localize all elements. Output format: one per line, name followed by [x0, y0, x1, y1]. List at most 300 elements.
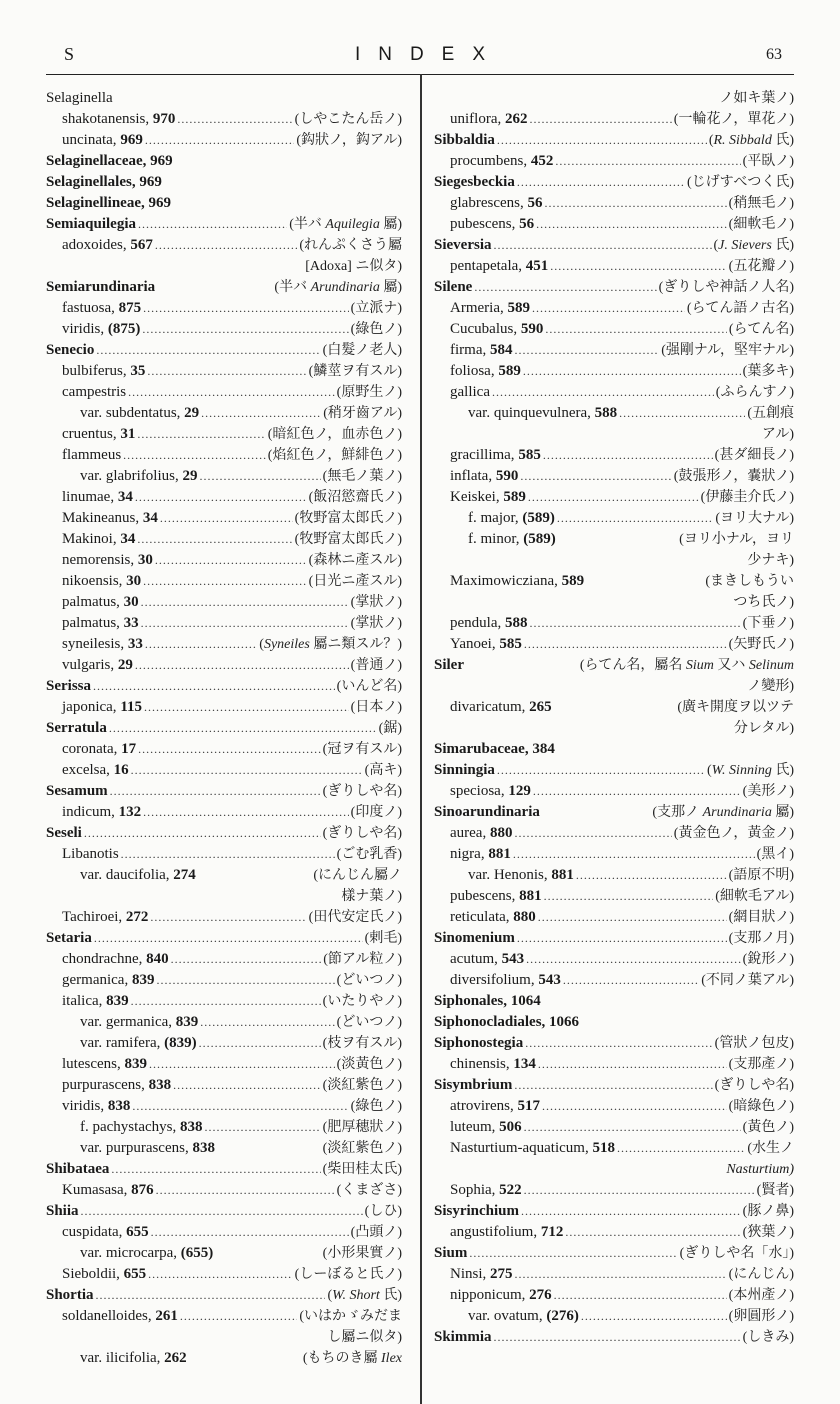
dot-leader — [517, 928, 727, 949]
index-species-entry — [46, 571, 402, 592]
dot-leader — [96, 1285, 326, 1306]
entry-name: germanica, 839 — [62, 972, 155, 988]
entry-page-number: 129 — [508, 783, 531, 799]
index-species-entry — [434, 907, 794, 928]
entry-name: var. ilicifolia, 262 — [80, 1350, 187, 1366]
entry-page-number: 969 — [148, 195, 171, 211]
index-genus-entry — [46, 676, 402, 697]
entry-etymology: (いたりやノ) — [322, 994, 402, 1009]
index-species-entry — [434, 109, 794, 130]
index-genus-entry — [46, 172, 402, 193]
entry-page-number: 585 — [499, 636, 522, 652]
index-genus-entry — [46, 340, 402, 361]
index-species-entry — [46, 1117, 402, 1138]
dot-leader — [155, 235, 298, 256]
dot-leader — [536, 214, 727, 235]
entry-etymology: (ぎりしや神話ノ人名) — [658, 280, 794, 295]
entry-etymology: (ぎりしや名) — [322, 826, 402, 841]
entry-etymology: (半バ Aquilegia 屬) — [289, 217, 402, 232]
dot-leader — [145, 634, 257, 655]
entry-page-number: 876 — [131, 1182, 154, 1198]
entry-etymology: (狹葉ノ) — [742, 1225, 794, 1240]
entry-name: firma, 584 — [450, 342, 513, 358]
dot-leader — [156, 1180, 335, 1201]
entry-etymology: (綠色ノ) — [350, 1099, 402, 1114]
index-species-entry — [46, 319, 402, 340]
entry-etymology: (原野生ノ) — [336, 385, 402, 400]
dot-leader — [543, 445, 713, 466]
entry-name: luteum, 506 — [450, 1119, 522, 1135]
entry-etymology: (細軟毛ノ) — [728, 217, 794, 232]
entry-etymology: (田代安定氏ノ) — [308, 910, 402, 925]
entry-page-number: 522 — [499, 1182, 522, 1198]
index-species-entry — [46, 1348, 402, 1369]
dot-leader — [84, 823, 321, 844]
entry-etymology: (J. Sievers 氏) — [713, 238, 794, 253]
index-species-entry — [46, 466, 402, 487]
entry-page-number: 585 — [518, 447, 541, 463]
entry-name: Selaginella — [46, 90, 113, 106]
entry-etymology: (語原不明) — [728, 868, 794, 883]
index-species-entry — [46, 634, 402, 655]
entry-page-number: 34 — [117, 489, 133, 505]
dot-leader — [135, 655, 349, 676]
page-number: 63 — [766, 46, 782, 63]
entry-etymology: (葉多キ) — [742, 364, 794, 379]
dot-leader — [149, 1054, 335, 1075]
entry-name: acutum, 543 — [450, 951, 525, 967]
dot-leader — [524, 1117, 741, 1138]
entry-name: Skimmia — [434, 1329, 492, 1345]
entry-name: shakotanensis, 970 — [62, 111, 176, 127]
entry-name: speciosa, 129 — [450, 783, 531, 799]
entry-page-number: 838 — [179, 1119, 203, 1135]
index-genus-entry — [434, 928, 794, 949]
index-species-entry — [46, 235, 402, 256]
entry-name: nikoensis, 30 — [62, 573, 142, 589]
index-species-entry — [46, 613, 402, 634]
entry-name: Sisyrinchium — [434, 1203, 520, 1219]
entry-name: var. purpurascens, 838 — [80, 1140, 215, 1156]
index-species-entry — [434, 403, 794, 424]
entry-etymology: (日光ニ產スル) — [308, 574, 402, 589]
dot-leader — [145, 130, 295, 151]
index-genus-entry — [46, 928, 402, 949]
dot-leader — [201, 403, 321, 424]
entry-etymology: (本州產ノ) — [728, 1288, 794, 1303]
entry-etymology: (一輪花ノ，單花ノ) — [673, 112, 794, 127]
index-genus-entry — [46, 718, 402, 739]
entry-etymology: (强剛ナル，堅牢ナル) — [661, 343, 794, 358]
index-species-entry — [46, 655, 402, 676]
dot-leader — [150, 907, 306, 928]
entry-page-number: 30 — [123, 594, 139, 610]
entry-page-number: 880 — [513, 909, 536, 925]
entry-name: Makineanus, 34 — [62, 510, 158, 526]
dot-leader — [96, 340, 320, 361]
entry-page-number: 262 — [504, 111, 528, 127]
entry-name: pubescens, 56 — [450, 216, 535, 232]
entry-etymology: (伊藤圭介氏ノ) — [700, 490, 794, 505]
dot-leader — [529, 613, 740, 634]
entry-name: Simarubaceae, 384 — [434, 741, 555, 757]
entry-etymology: (暗綠色ノ) — [728, 1099, 794, 1114]
index-species-entry — [434, 697, 794, 718]
entry-etymology: (黃色ノ) — [742, 1120, 794, 1135]
entry-page-number: (276) — [546, 1308, 579, 1324]
index-species-entry — [46, 970, 402, 991]
dot-leader — [538, 907, 727, 928]
dot-leader — [554, 1285, 727, 1306]
entry-page-number: 506 — [499, 1119, 522, 1135]
entry-page-number: 262 — [164, 1350, 187, 1366]
index-genus-entry — [434, 655, 794, 676]
entry-etymology: (矢野氏ノ) — [728, 637, 794, 652]
entry-etymology: (掌狀ノ) — [350, 595, 402, 610]
entry-name: Siler — [434, 657, 464, 673]
entry-page-number: 275 — [490, 1266, 513, 1282]
index-genus-entry — [46, 193, 402, 214]
dot-leader — [517, 172, 685, 193]
dot-leader — [177, 109, 292, 130]
dot-leader — [524, 1180, 755, 1201]
dot-leader — [200, 1012, 334, 1033]
dot-leader — [110, 781, 321, 802]
index-species-entry — [46, 739, 402, 760]
index-genus-entry — [434, 1012, 794, 1033]
index-species-entry — [434, 1117, 794, 1138]
dot-leader — [513, 844, 755, 865]
index-genus-entry — [46, 823, 402, 844]
entry-page-number: (589) — [522, 510, 555, 526]
entry-name: Tachiroei, 272 — [62, 909, 149, 925]
dot-leader — [180, 1306, 298, 1327]
index-species-entry — [434, 1222, 794, 1243]
entry-page-number: 451 — [525, 258, 549, 274]
index-species-entry — [46, 1096, 402, 1117]
index-genus-entry — [46, 277, 402, 298]
index-species-entry — [434, 781, 794, 802]
dot-leader — [474, 277, 656, 298]
dot-leader — [619, 403, 745, 424]
entry-page-number: 969 — [139, 174, 162, 190]
entry-etymology: (稍無毛ノ) — [728, 196, 794, 211]
entry-etymology: (剌毛) — [364, 931, 402, 946]
index-species-entry — [46, 907, 402, 928]
index-species-entry — [46, 1075, 402, 1096]
section-letter: S — [64, 44, 75, 64]
entry-etymology: (掌狀ノ) — [350, 616, 402, 631]
dot-leader — [520, 466, 671, 487]
page-header — [46, 40, 794, 75]
entry-etymology: (牧野富太郎氏ノ) — [294, 532, 402, 547]
entry-name: Sieversia — [434, 237, 492, 253]
index-species-entry — [434, 382, 794, 403]
index-species-entry — [46, 109, 402, 130]
entry-etymology: (淡紅紫色ノ) — [322, 1141, 402, 1156]
entry-name: Sinoarundinaria — [434, 804, 540, 820]
entry-page-number: 880 — [489, 825, 513, 841]
index-species-entry — [434, 1096, 794, 1117]
dot-leader — [494, 235, 712, 256]
entry-etymology: (卵圓形ノ) — [728, 1309, 794, 1324]
index-column-right — [434, 88, 794, 1348]
dot-leader — [544, 886, 714, 907]
index-species-entry — [46, 1138, 402, 1159]
index-species-entry — [434, 844, 794, 865]
entry-page-number: 838 — [107, 1098, 131, 1114]
index-genus-entry — [46, 88, 402, 109]
index-species-entry — [46, 529, 402, 550]
entry-page-number: 56 — [519, 216, 535, 232]
dot-leader — [93, 676, 335, 697]
entry-name: italica, 839 — [62, 993, 129, 1009]
entry-page-number: 840 — [146, 951, 169, 967]
entry-etymology: (鈎狀ノ，鈎アル) — [296, 133, 402, 148]
entry-name: atrovirens, 517 — [450, 1098, 540, 1114]
entry-etymology: (しやこたん岳ノ) — [294, 112, 402, 127]
entry-etymology: (ふらんすノ) — [715, 385, 794, 400]
entry-etymology: (れんぷくさう屬 — [299, 238, 402, 253]
entry-name: glabrescens, 56 — [450, 195, 543, 211]
dot-leader — [617, 1138, 745, 1159]
dot-leader — [469, 1243, 677, 1264]
index-species-entry — [46, 1264, 402, 1285]
entry-page-number: 712 — [540, 1224, 564, 1240]
dot-leader — [497, 130, 707, 151]
entry-name: coronata, 17 — [62, 741, 137, 757]
index-genus-entry — [46, 1159, 402, 1180]
entry-etymology: (支那ノ Arundinaria 屬) — [652, 805, 794, 820]
entry-page-number: 265 — [529, 699, 552, 715]
index-species-entry — [46, 298, 402, 319]
dot-leader — [521, 1201, 741, 1222]
entry-etymology: (牧野富太郎氏ノ) — [294, 511, 402, 526]
index-genus-entry — [434, 235, 794, 256]
entry-name: Shortia — [46, 1287, 94, 1303]
entry-name: Serratula — [46, 720, 107, 736]
index-species-entry — [434, 508, 794, 529]
index-species-entry — [434, 613, 794, 634]
index-genus-entry — [434, 739, 794, 760]
entry-etymology: (不同ノ葉アル) — [701, 973, 794, 988]
entry-continuation: Nasturtium) — [726, 1162, 794, 1177]
entry-etymology: (にんじん) — [728, 1267, 794, 1282]
dot-leader — [555, 151, 740, 172]
entry-name: Shiia — [46, 1203, 79, 1219]
entry-etymology: (黑イ) — [756, 847, 794, 862]
entry-continuation: 分レタル) — [733, 721, 794, 736]
entry-continuation: 少ナキ) — [747, 553, 794, 568]
index-species-entry — [434, 529, 794, 550]
entry-name: Sieboldii, 655 — [62, 1266, 147, 1282]
dot-leader — [131, 760, 363, 781]
entry-page-number: (589) — [523, 531, 556, 547]
page-title: INDEX — [354, 44, 504, 65]
entry-name: reticulata, 880 — [450, 909, 536, 925]
entry-etymology: (稍牙齒アル) — [323, 406, 402, 421]
entry-name: flammeus — [62, 447, 122, 463]
entry-etymology: (下垂ノ) — [742, 616, 794, 631]
index-species-entry — [46, 865, 402, 886]
index-genus-entry — [434, 277, 794, 298]
index-species-entry — [434, 466, 794, 487]
dot-leader — [581, 1306, 727, 1327]
entry-page-number: 30 — [137, 552, 153, 568]
index-species-entry — [434, 823, 794, 844]
index-species-entry — [46, 592, 402, 613]
entry-name: divaricatum, 265 — [450, 699, 552, 715]
dot-leader — [160, 508, 293, 529]
entry-etymology: (無毛ノ葉ノ) — [322, 469, 402, 484]
entry-page-number: 34 — [120, 531, 136, 547]
entry-name: Selaginellales, 969 — [46, 174, 162, 190]
entry-etymology: (網目狀ノ) — [728, 910, 794, 925]
entry-etymology: (W. Sinning 氏) — [707, 763, 794, 778]
dot-leader — [137, 424, 265, 445]
entry-name: Selaginellineae, 969 — [46, 195, 171, 211]
index-species-entry — [46, 1306, 402, 1327]
entry-etymology: (管狀ノ包皮) — [714, 1036, 794, 1051]
dot-leader — [137, 529, 292, 550]
entry-page-number: 30 — [126, 573, 142, 589]
entry-etymology: (節アル粒ノ) — [323, 952, 402, 967]
index-species-entry — [434, 319, 794, 340]
dot-leader — [155, 550, 307, 571]
entry-etymology: (綠色ノ) — [350, 322, 402, 337]
dot-leader — [141, 592, 349, 613]
entry-page-number: 589 — [498, 363, 521, 379]
entry-page-number: 543 — [501, 951, 525, 967]
entry-page-number: 35 — [130, 363, 146, 379]
dot-leader — [545, 319, 726, 340]
entry-name: Kumasasa, 876 — [62, 1182, 154, 1198]
entry-name: Siphonales, 1064 — [434, 993, 541, 1009]
index-species-entry — [46, 1012, 402, 1033]
index-species-entry — [46, 1243, 402, 1264]
dot-leader — [550, 256, 726, 277]
index-species-entry — [46, 760, 402, 781]
entry-name: Sibbaldia — [434, 132, 495, 148]
index-species-entry — [434, 1138, 794, 1159]
entry-etymology: (甚ダ細長ノ) — [714, 448, 794, 463]
entry-name: Seseli — [46, 825, 82, 841]
entry-name: f. minor, (589) — [468, 531, 556, 547]
entry-name: chinensis, 134 — [450, 1056, 536, 1072]
dot-leader — [156, 970, 334, 991]
entry-page-number: (655) — [180, 1245, 214, 1261]
entry-name: linumae, 34 — [62, 489, 133, 505]
entry-name: var. ovatum, (276) — [468, 1308, 579, 1324]
dot-leader — [199, 1033, 321, 1054]
entry-etymology: (肥厚穗狀ノ) — [322, 1120, 402, 1135]
index-species-entry — [434, 886, 794, 907]
entry-etymology: (飯沼慾齋氏ノ) — [308, 490, 402, 505]
index-species-entry — [434, 361, 794, 382]
entry-etymology: (ぎりしや名) — [322, 784, 402, 799]
entry-page-number: 838 — [192, 1140, 215, 1156]
dot-leader — [514, 340, 659, 361]
index-species-entry — [46, 487, 402, 508]
entry-page-number: 588 — [504, 615, 528, 631]
entry-etymology: (冠ヲ有スル) — [322, 742, 402, 757]
entry-name: Sisymbrium — [434, 1077, 513, 1093]
entry-name: fastuosa, 875 — [62, 300, 142, 316]
index-species-entry — [434, 1180, 794, 1201]
entry-etymology: (じげすべつく氏) — [686, 175, 794, 190]
dot-leader — [135, 487, 307, 508]
entry-name: var. daucifolia, 274 — [80, 867, 196, 883]
index-genus-entry — [434, 1033, 794, 1054]
dot-leader — [128, 382, 335, 403]
entry-page-number: 881 — [519, 888, 542, 904]
entry-etymology: (銳形ノ) — [742, 952, 794, 967]
dot-leader — [525, 1033, 712, 1054]
entry-continuation: ノ變形) — [747, 679, 794, 694]
entry-page-number: 969 — [120, 132, 143, 148]
entry-name: viridis, 838 — [62, 1098, 131, 1114]
index-species-entry — [434, 634, 794, 655]
entry-etymology: (黃金色ノ，黃金ノ) — [673, 826, 794, 841]
index-species-entry — [434, 970, 794, 991]
entry-etymology: (豚ノ鼻) — [742, 1204, 794, 1219]
entry-name: palmatus, 30 — [62, 594, 139, 610]
entry-etymology: (どいつノ) — [336, 973, 402, 988]
entry-etymology: (W. Short 氏) — [327, 1288, 402, 1303]
entry-page-number: 589 — [507, 300, 530, 316]
entry-etymology: (枝ヲ有スル) — [322, 1036, 402, 1051]
entry-etymology: (五創痕 — [747, 406, 794, 421]
dot-leader — [143, 571, 307, 592]
entry-name: uniflora, 262 — [450, 111, 528, 127]
entry-page-number: 33 — [123, 615, 139, 631]
entry-page-number: 56 — [527, 195, 543, 211]
entry-etymology: (くまざさ) — [336, 1183, 402, 1198]
index-species-entry — [434, 445, 794, 466]
index-genus-entry — [434, 130, 794, 151]
dot-leader — [544, 193, 726, 214]
entry-name: Armeria, 589 — [450, 300, 530, 316]
index-species-entry — [434, 214, 794, 235]
entry-name: Senecio — [46, 342, 95, 358]
entry-etymology: (鋸) — [378, 721, 402, 736]
dot-leader — [565, 1222, 740, 1243]
entry-page-number: 384 — [532, 741, 555, 757]
entry-name: pendula, 588 — [450, 615, 528, 631]
entry-page-number: 34 — [142, 510, 158, 526]
entry-page-number: 969 — [150, 153, 173, 169]
entry-etymology: (らてん名，屬名 Sium 又ハ Selinum — [579, 658, 794, 673]
entry-etymology: (立派ナ) — [350, 301, 402, 316]
index-genus-entry — [434, 760, 794, 781]
entry-etymology: (しーぼると氏ノ) — [294, 1267, 402, 1282]
entry-name: Ninsi, 275 — [450, 1266, 513, 1282]
dot-leader — [138, 214, 287, 235]
entry-page-number: 839 — [124, 1056, 147, 1072]
index-genus-entry — [434, 991, 794, 1012]
entry-name: var. germanica, 839 — [80, 1014, 199, 1030]
index-species-entry — [434, 340, 794, 361]
entry-etymology: (暗紅色ノ，血赤色ノ) — [267, 427, 402, 442]
entry-name: Sesamum — [46, 783, 108, 799]
entry-name: indicum, 132 — [62, 804, 142, 820]
entry-page-number: 839 — [106, 993, 129, 1009]
index-species-entry — [46, 361, 402, 382]
dot-leader — [132, 1096, 348, 1117]
entry-etymology: (小形果實ノ) — [322, 1246, 402, 1261]
entry-etymology: (にんじん屬ノ — [313, 868, 402, 883]
index-species-entry — [46, 697, 402, 718]
